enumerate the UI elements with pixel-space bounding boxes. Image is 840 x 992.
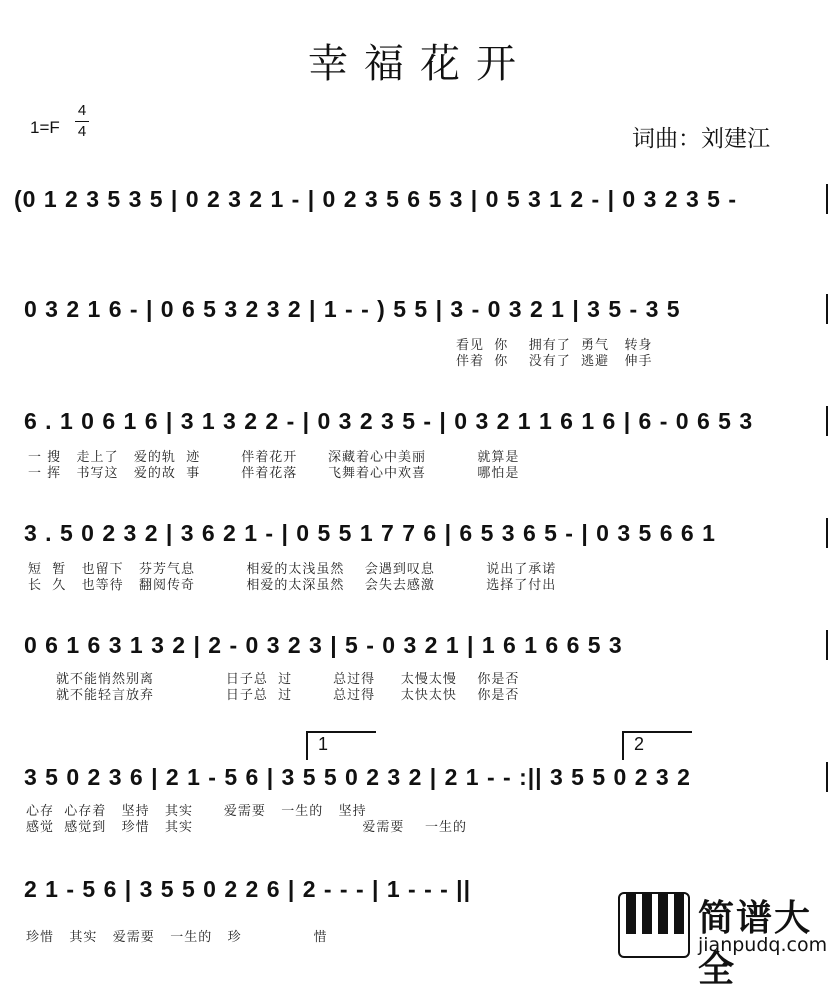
volta-1-bracket-top (306, 731, 376, 733)
meter-divider (75, 121, 89, 122)
notation-row-3: 6 . 1 0 6 1 6 | 3 1 3 2 2 - | 0 3 2 3 5 - | 0 3 2 1 1 6 1 6 | 6 - 0 6 5 3 (24, 408, 754, 434)
credits: 词曲：刘建江 (632, 126, 770, 152)
notation-row-4: 3 . 5 0 2 3 2 | 3 6 2 1 - | 0 5 5 1 7 7 6 | 6 5 3 6 5 - | 0 3 5 6 6 1 (24, 520, 716, 546)
barline (826, 184, 828, 214)
lyric-row-3-verse-2: 一 挥 书写这 爱的故 事 伴着花落 飞舞着心中欢喜 哪怕是 (28, 466, 520, 481)
lyric-row-4-verse-2: 长 久 也等待 翻阅传奇 相爱的太深虽然 会失去感激 选择了付出 (28, 578, 557, 593)
lyric-row-6-verse-1: 心存 心存着 坚持 其实 爱需要 一生的 坚持 (26, 804, 367, 819)
lyric-row-3-verse-1: 一 搜 走上了 爱的轨 迹 伴着花开 深藏着心中美丽 就算是 (28, 450, 520, 465)
watermark-brand: 简谱大全 (698, 898, 813, 990)
volta-2-bracket-top (622, 731, 692, 733)
barline (826, 762, 828, 792)
volta-1-bracket-left (306, 732, 308, 760)
song-title: 幸福花开 (308, 41, 532, 87)
volta-2-label: 2 (634, 734, 645, 754)
notation-row-6: 3 5 0 2 3 6 | 2 1 - 5 6 | 3 5 5 0 2 3 2 | 2 1 - - :|| 3 5 5 0 2 3 2 (24, 764, 691, 790)
meter-top: 4 (77, 102, 87, 119)
notation-row-1: (0 1 2 3 5 3 5 | 0 2 3 2 1 - | 0 2 3 5 6 5 3 | 0 5 3 1 2 - | 0 3 2 3 5 - (14, 186, 737, 212)
notation-row-7: 2 1 - 5 6 | 3 5 5 0 2 2 6 | 2 - - - | 1 - - - || (24, 876, 472, 902)
lyric-row-2-verse-1: 看见 你 拥有了 勇气 转身 (456, 338, 653, 353)
lyric-row-5-verse-2: 就不能轻言放弃 日子总 过 总过得 太快太快 你是否 (56, 688, 520, 703)
key-signature: 1=F (30, 118, 60, 137)
notation-row-5: 0 6 1 6 3 1 3 2 | 2 - 0 3 2 3 | 5 - 0 3 2 1 | 1 6 1 6 6 5 3 (24, 632, 623, 658)
watermark-url: jianpudq.com (698, 934, 828, 956)
lyric-row-7: 珍惜 其实 爱需要 一生的 珍 惜 (26, 930, 328, 945)
lyric-row-6-verse-2: 感觉 感觉到 珍惜 其实 爱需要 一生的 (26, 820, 467, 835)
piano-keys-icon (618, 892, 690, 958)
lyric-row-2-verse-2: 伴着 你 没有了 逃避 伸手 (456, 354, 653, 369)
watermark-logo (612, 888, 834, 990)
barline (826, 294, 828, 324)
barline (826, 406, 828, 436)
barline (826, 630, 828, 660)
time-signature (75, 102, 89, 141)
barline (826, 518, 828, 548)
notation-row-2: 0 3 2 1 6 - | 0 6 5 3 2 3 2 | 1 - - ) 5 5 | 3 - 0 3 2 1 | 3 5 - 3 5 (24, 296, 681, 322)
volta-2-bracket-left (622, 732, 624, 760)
lyric-row-4-verse-1: 短 暂 也留下 芬芳气息 相爱的太浅虽然 会遇到叹息 说出了承诺 (28, 562, 557, 577)
volta-1-label: 1 (318, 734, 329, 754)
lyric-row-5-verse-1: 就不能悄然别离 日子总 过 总过得 太慢太慢 你是否 (56, 672, 520, 687)
meter-bottom: 4 (77, 123, 87, 140)
